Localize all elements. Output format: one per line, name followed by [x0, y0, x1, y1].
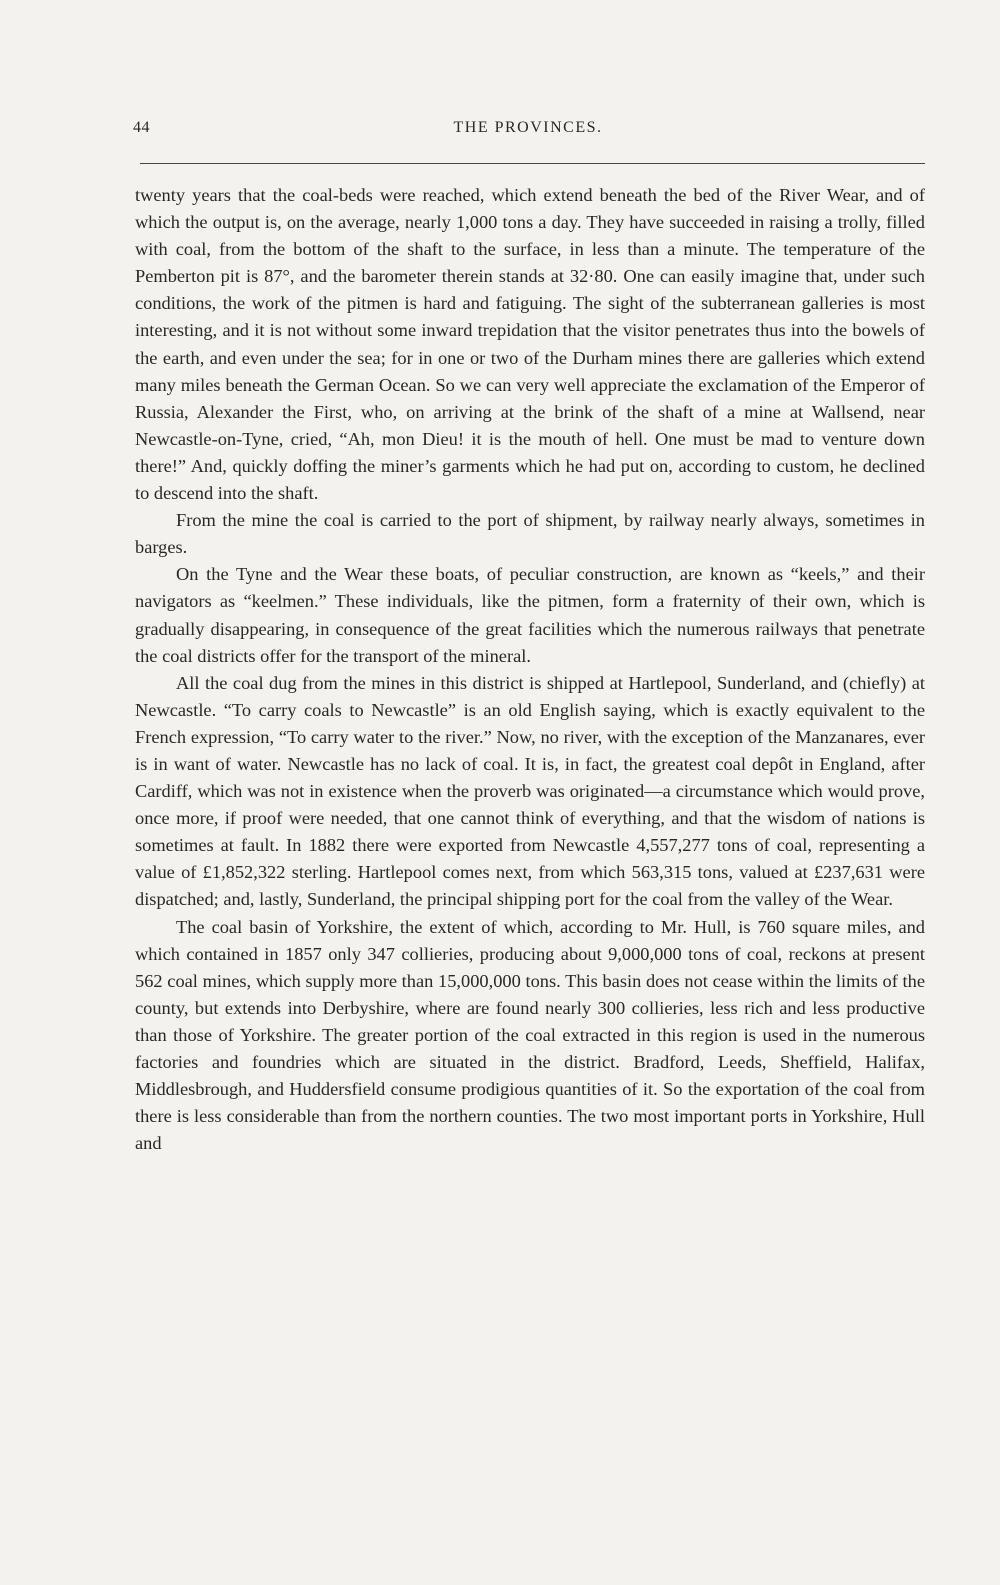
- header-rule: [140, 163, 925, 164]
- paragraph-continued: twenty years that the coal-beds were reached, which extend beneath the bed of the River Wear, and of which the output is, on the average, nearly 1,000 tons a day. They have succeeded in raising a trolly, filled with coal, from the bottom of the shaft to the surface, in less than a minute. The temperature of the Pemberton pit is 87°, and the barometer therein stands at 32·80. One can easily imagine that, under such conditions, the work of the pitmen is hard and fatiguing. The sight of the subterranean galleries is most interesting, and it is not without some inward trepidation that the visitor penetrates thus into the bowels of the earth, and even under the sea; for in one or two of the Durham mines there are galleries which extend many miles beneath the German Ocean. So we can very well appreciate the exclamation of the Emperor of Russia, Alexander the First, who, on arriving at the brink of the shaft of a mine at Wallsend, near Newcastle-on-Tyne, cried, “Ah, mon Dieu! it is the mouth of hell. One must be mad to venture down there!” And, quickly doffing the miner’s garments which he had put on, according to custom, he declined to descend into the shaft.: [135, 185, 925, 504]
- paragraph-shipment: From the mine the coal is carried to the port of shipment, by railway nearly always, sometimes in barges.: [135, 510, 925, 558]
- paragraph-yorkshire: The coal basin of Yorkshire, the extent of which, according to Mr. Hull, is 760 square miles, and which contained in 1857 only 347 collieries, producing about 9,000,000 tons of coal, reckons at present 562 coal mines, which supply more than 15,000,000 tons. This basin does not cease within the limits of the county, but extends into Derbyshire, where are found nearly 300 collieries, less rich and less productive than those of Yorkshire. The greater portion of the coal extracted in this region is used in the numerous factories and foundries which are situated in the district. Bradford, Leeds, Sheffield, Halifax, Middlesbrough, and Huddersfield consume prodigious quantities of it. So the exportation of the coal from there is less considerable than from the northern counties. The two most important ports in Yorkshire, Hull and: [135, 916, 925, 1154]
- page-header: [133, 119, 923, 143]
- body-text: [135, 182, 925, 1157]
- running-title: THE PROVINCES.: [453, 119, 603, 136]
- paragraph-newcastle: All the coal dug from the mines in this district is shipped at Hartlepool, Sunderland, and (chiefly) at Newcastle. “To carry coals to Newcastle” is an old English saying, which is exactly equivalent to the French expression, “To carry water to the river.” Now, no river, with the exception of the Manzanares, ever is in want of water. Newcastle has no lack of coal. It is, in fact, the greatest coal depôt in England, after Cardiff, which was not in existence when the proverb was originated—a circumstance which would prove, once more, if proof were needed, that one cannot think of everything, and that the wisdom of nations is sometimes at fault. In 1882 there were exported from Newcastle 4,557,277 tons of coal, representing a value of £1,852,322 sterling. Hartlepool comes next, from which 563,315 tons, valued at £237,631 were dispatched; and, lastly, Sunderland, the principal shipping port for the coal from the valley of the Wear.: [135, 672, 925, 910]
- paragraph-keels: On the Tyne and the Wear these boats, of peculiar construction, are known as “keels,” and their navigators as “keelmen.” These individuals, like the pitmen, form a fraternity of their own, which is gradually disappearing, in consequence of the great facilities which the numerous railways that penetrate the coal districts offer for the transport of the mineral.: [135, 564, 925, 666]
- page-number: 44: [133, 119, 150, 136]
